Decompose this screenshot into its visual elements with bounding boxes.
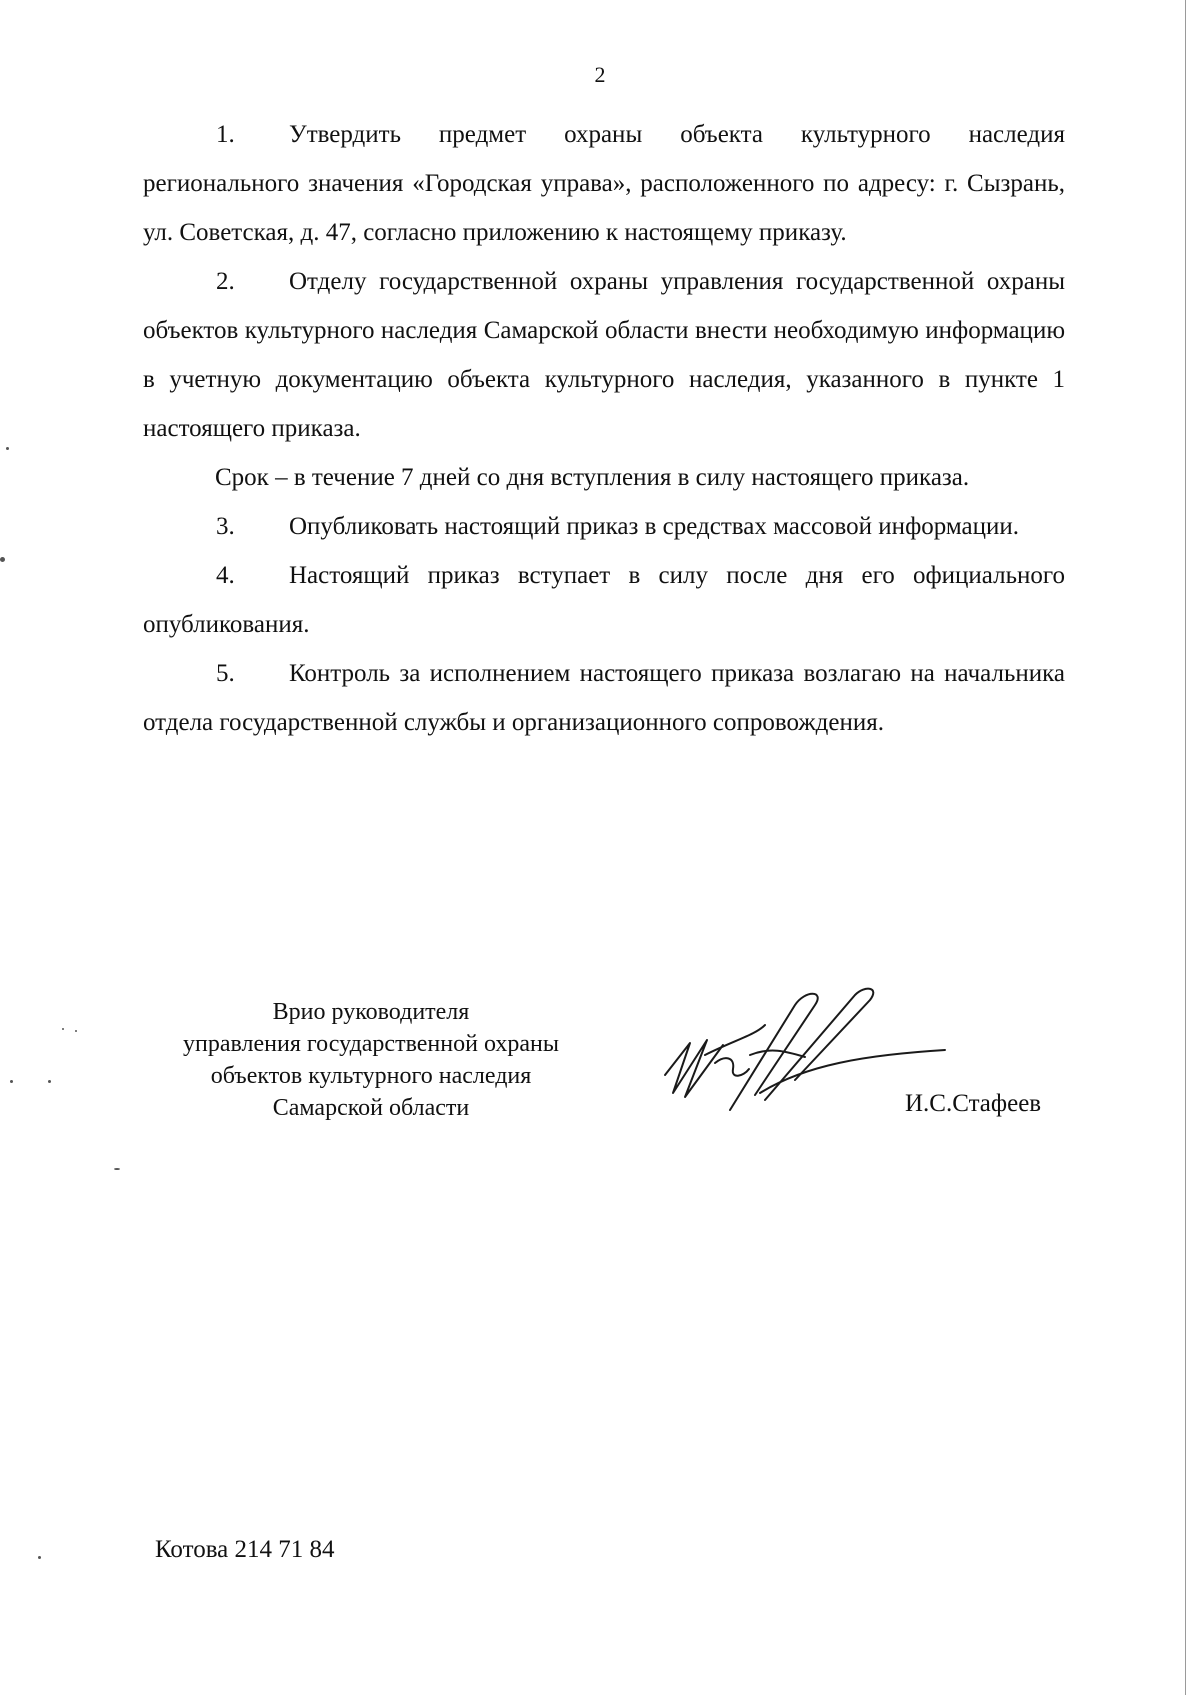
position-line: Самарской области [272, 1095, 470, 1121]
item-text: Опубликовать настоящий приказ в средствах массовой информации. [289, 513, 1020, 540]
order-item-1 [143, 110, 1065, 257]
scan-speck [75, 1030, 77, 1032]
item-number: 3. [216, 513, 235, 540]
item-text: Контроль за исполнением настоящего приказа возлагаю на начальника отдела государственной службы и организационного сопровождения. [143, 660, 1065, 736]
scan-edge-line [1185, 0, 1186, 1695]
signatory-name: И.С.Стафеев [905, 1090, 1042, 1117]
item-text: Утвердить предмет охраны объекта культурного наследия регионального значения «Городская управа», расположенного по адресу: г. Сызрань, ул. Советская, д. 47, согласно приложению к настоящему приказу. [143, 121, 1065, 246]
deadline-paragraph: Срок – в течение 7 дней со дня вступления в силу настоящего приказа. [215, 464, 970, 491]
item-number: 2. [216, 268, 235, 295]
item-number: 4. [216, 562, 235, 589]
order-item-2 [143, 257, 1065, 453]
item-text: Настоящий приказ вступает в силу после дня его официального опубликования. [143, 562, 1065, 638]
scan-speck [10, 1080, 13, 1083]
item-number: 5. [216, 660, 235, 687]
scan-speck [48, 1080, 51, 1083]
position-line: объектов культурного наследия [210, 1063, 532, 1089]
executor-contact: Котова 214 71 84 [155, 1536, 335, 1563]
order-item-5 [143, 649, 1065, 747]
order-item-4 [143, 551, 1065, 649]
item-text: Отделу государственной охраны управления государственной охраны объектов культурного наследия Самарской области внести необходимую информацию в учетную документацию объекта культурного наследия, указанного в пункте 1 настоящего приказа. [143, 268, 1065, 442]
order-item-3 [143, 502, 1065, 551]
scan-speck [0, 557, 5, 562]
scan-speck [6, 447, 9, 450]
scan-speck [62, 1028, 64, 1030]
order-body [143, 110, 1065, 747]
page-number: 2 [594, 62, 606, 87]
scan-speck [38, 1556, 41, 1559]
scan-speck [114, 1168, 120, 1170]
item-number: 1. [216, 121, 235, 148]
signatory-position [130, 996, 612, 1124]
position-line: управления государственной охраны [183, 1031, 559, 1057]
position-line: Врио руководителя [272, 999, 470, 1025]
